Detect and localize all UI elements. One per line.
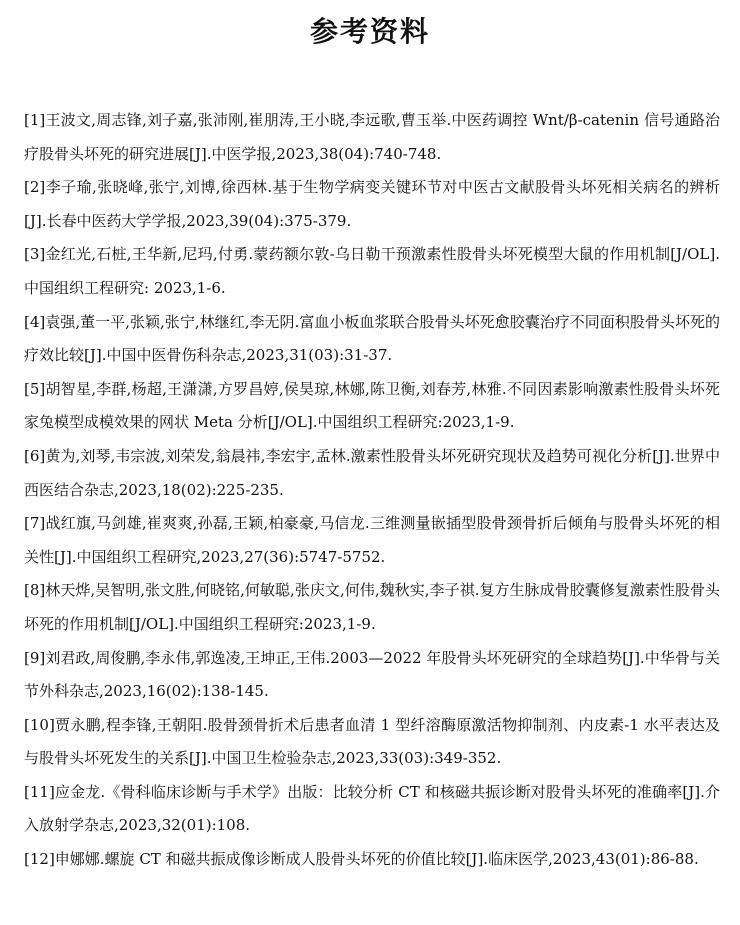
reference-item-9: [9]刘君政,周俊鹏,李永伟,郭逸凌,王坤正,王伟.2003—2022 年股骨头坏死研究的全球趋势[J].中华骨与关节外科杂志,2023,16(02):138-145.: [24, 648, 720, 701]
reference-item-8: [8]林天烨,吴智明,张文胜,何晓铭,何敏聪,张庆文,何伟,魏秋实,李子祺.复方生脉成骨胶囊修复激素性股骨头坏死的作用机制[J/OL].中国组织工程研究:2023,1-9.: [24, 581, 720, 633]
reference-item-4: [4]袁强,董一平,张颖,张宁,林继红,李无阴.富血小板血浆联合股骨头坏死愈胶囊治疗不同面积股骨头坏死的疗效比较[J].中国中医骨伤科杂志,2023,31(03):31-37.: [24, 312, 720, 365]
reference-item-7: [7]战红旗,马剑雄,崔爽爽,孙磊,王颖,柏豪豪,马信龙.三维测量嵌插型股骨颈骨折后倾角与股骨头坏死的相关性[J].中国组织工程研究,2023,27(36):5747-5752.: [24, 514, 720, 566]
page-title: 参考资料: [309, 15, 430, 48]
reference-item-2: [2]李子瑜,张晓峰,张宁,刘博,徐西林.基于生物学病变关键环节对中医古文献股骨头坏死相关病名的辨析[J].长春中医药大学学报,2023,39(04):375-379.: [24, 178, 720, 230]
reference-item-6: [6]黄为,刘琴,韦宗波,刘荣发,翁晨祎,李宏宇,孟林.激素性股骨头坏死研究现状及趋势可视化分析[J].世界中西医结合杂志,2023,18(02):225-235.: [24, 446, 720, 499]
reference-item-11: [11]应金龙.《骨科临床诊断与手术学》出版：比较分析 CT 和核磁共振诊断对股骨头坏死的准确率[J].介入放射学杂志,2023,32(01):108.: [24, 782, 720, 835]
reference-item-1: [1]王波文,周志锋,刘子嘉,张沛刚,崔朋涛,王小晓,李远歌,曹玉举.中医药调控 Wnt/β-catenin 信号通路治疗股骨头坏死的研究进展[J].中医学报,2023,38(04):740-748.: [24, 111, 720, 163]
reference-item-5: [5]胡智星,李群,杨超,王潇潇,方罗昌婷,侯昊琼,林娜,陈卫衡,刘春芳,林雅.不同因素影响激素性股骨头坏死家兔模型成模效果的网状 Meta 分析[J/OL].中国组织工程研究:2023,1-9.: [24, 379, 720, 432]
reference-list: [24, 104, 720, 877]
reference-item-10: [10]贾永鹏,程李锋,王朝阳.股骨颈骨折术后患者血清 1 型纤溶酶原激活物抑制剂、内皮素-1 水平表达及与股骨头坏死发生的关系[J].中国卫生检验杂志,2023,33(03):349-352.: [24, 715, 720, 768]
reference-item-12: [12]申娜娜.螺旋 CT 和磁共振成像诊断成人股骨头坏死的价值比较[J].临床医学,2023,43(01):86-88.: [24, 850, 699, 869]
reference-item-3: [3]金红光,石桩,王华新,尼玛,付勇.蒙药额尔敦-乌日勒干预激素性股骨头坏死模型大鼠的作用机制[J/OL].中国组织工程研究: 2023,1-6.: [24, 245, 720, 297]
